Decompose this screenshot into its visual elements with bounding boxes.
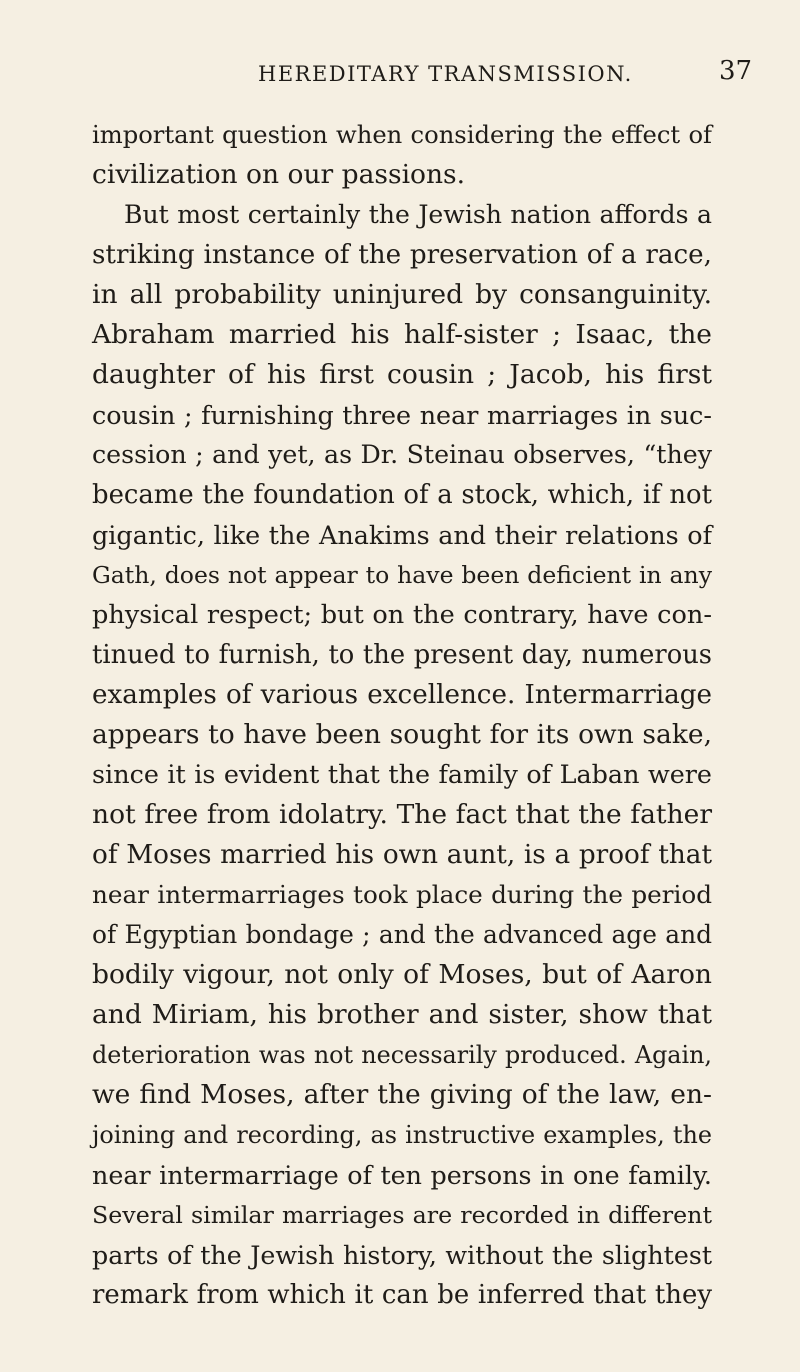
text-line: important question when considering the effect of bbox=[92, 121, 712, 149]
text-line: examples of various excellence. Intermarriage bbox=[92, 680, 712, 710]
text-line: tinued to furnish, to the present day, numerous bbox=[92, 640, 712, 670]
text-line: not free from idolatry. The fact that the father bbox=[92, 799, 712, 830]
text-line: we find Moses, after the giving of the law, en- bbox=[92, 1079, 712, 1110]
text-line: became the foundation of a stock, which, if not bbox=[92, 480, 712, 510]
text-line: near intermarriage of ten persons in one family. bbox=[92, 1160, 712, 1190]
page-number: 37 bbox=[719, 56, 753, 86]
text-line: deterioration was not necessarily produced. Again, bbox=[92, 1041, 712, 1069]
text-line: gigantic, like the Anakims and their relations of bbox=[92, 520, 712, 550]
text-line: cousin ; furnishing three near marriages in suc- bbox=[92, 400, 712, 430]
text-line: joining and recording, as instructive examples, the bbox=[92, 1121, 712, 1149]
text-line: of Egyptian bondage ; and the advanced age and bbox=[92, 920, 712, 949]
text-line: appears to have been sought for its own sake, bbox=[92, 719, 712, 750]
text-line: daughter of his first cousin ; Jacob, his first bbox=[92, 359, 712, 390]
text-line: near intermarriages took place during the period bbox=[92, 880, 712, 909]
text-line: But most certainly the Jewish nation affords a bbox=[124, 200, 712, 229]
text-line: striking instance of the preservation of a race, bbox=[92, 240, 712, 270]
text-line: parts of the Jewish history, without the slightest bbox=[92, 1240, 712, 1270]
text-line: remark from which it can be inferred that they bbox=[92, 1280, 712, 1310]
text-line: since it is evident that the family of Laban were bbox=[92, 760, 712, 790]
text-line: civilization on our passions. bbox=[92, 159, 466, 190]
text-line: cession ; and yet, as Dr. Steinau observes, “they bbox=[92, 440, 712, 469]
text-line: of Moses married his own aunt, is a proof that bbox=[92, 840, 712, 870]
text-line: and Miriam, his brother and sister, show that bbox=[92, 999, 712, 1030]
text-line: Gath, does not appear to have been deficient in any bbox=[92, 561, 712, 589]
text-line: in all probability uninjured by consanguinity. bbox=[92, 279, 712, 310]
text-line: Abraham married his half-sister ; Isaac, the bbox=[92, 319, 712, 350]
text-line: physical respect; but on the contrary, have con- bbox=[92, 600, 712, 630]
text-line: Several similar marriages are recorded in different bbox=[92, 1201, 712, 1229]
text-line: bodily vigour, not only of Moses, but of Aaron bbox=[92, 959, 712, 990]
running-head: HEREDITARY TRANSMISSION. bbox=[258, 62, 633, 86]
